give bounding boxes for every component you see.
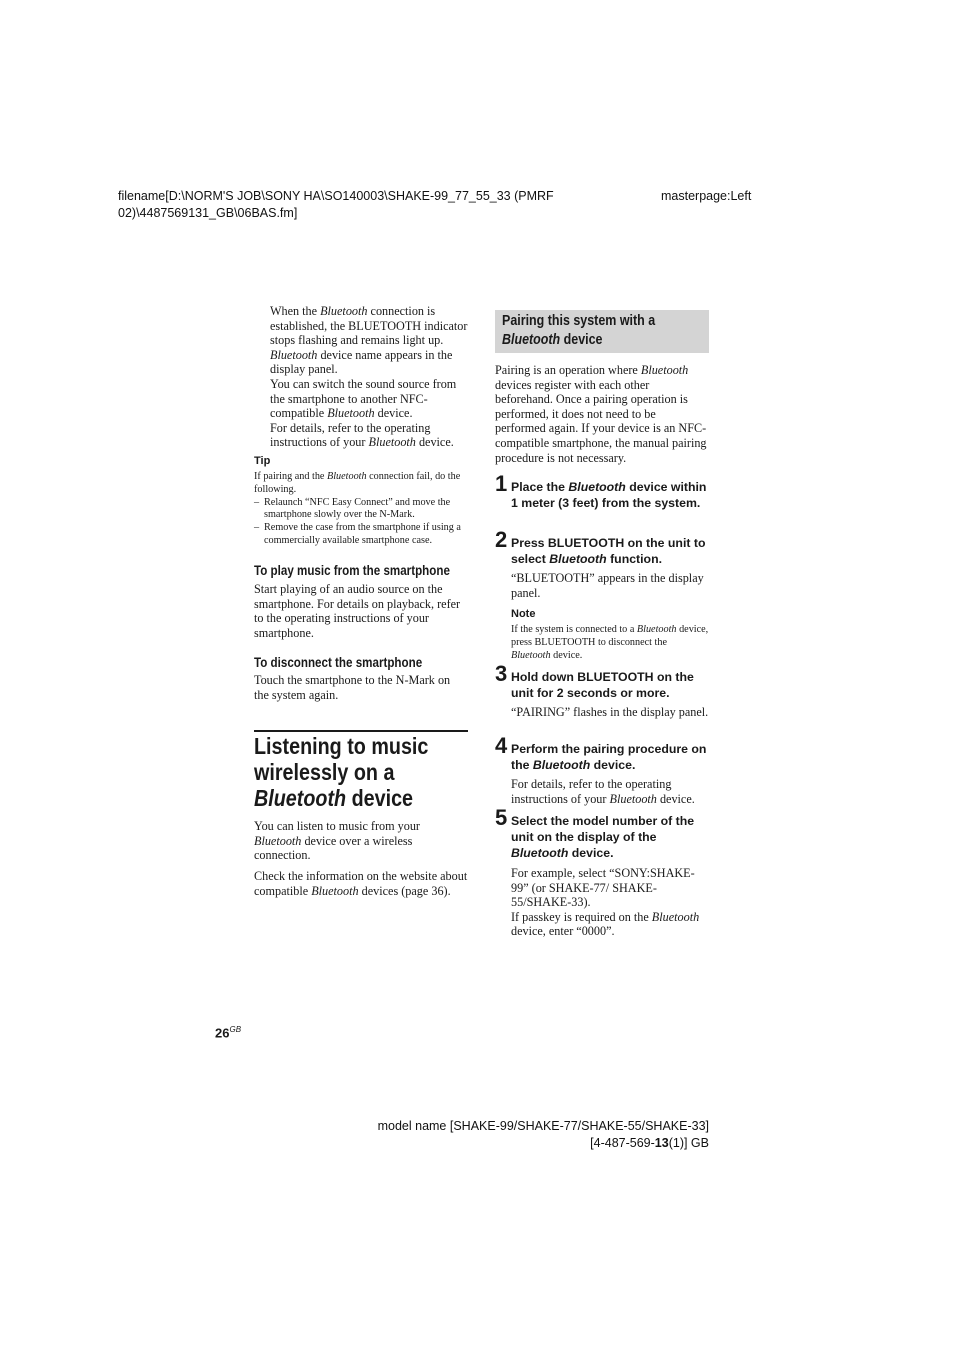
step-number: 5 (495, 805, 508, 830)
section-rule (254, 730, 468, 732)
step-title: Perform the pairing procedure on the Bluetooth device. (511, 742, 707, 772)
intro-block (270, 304, 470, 450)
section-para-2: Check the information on the website about compatible Bluetooth devices (page 36). (254, 869, 468, 898)
step-title: Select the model number of the unit on the display of the Bluetooth device. (511, 814, 695, 860)
pairing-intro: Pairing is an operation where Bluetooth devices register with each other beforehand. Once a pairing operation is performed, it does not need to be performed again. If your device is an NFC-compatible smartphone, the manual pairing procedure is not necessary. (495, 363, 707, 465)
intro-paragraph: When the Bluetooth connection is established, the BLUETOOTH indicator stops flashing and remains light up. Bluetooth device name appears in the display panel. (270, 304, 468, 377)
tip-label: Tip (254, 455, 271, 467)
step-text: For example, select “SONY:SHAKE-99” (or SHAKE-77/ SHAKE-55/SHAKE-33). If passkey is required on the Bluetooth device, enter “0000”. (511, 866, 700, 939)
step-title: Hold down BLUETOOTH on the unit for 2 seconds or more. (511, 670, 694, 700)
step-number: 3 (495, 661, 508, 686)
tip-item: – Remove the case from the smartphone if using a commercially available smartphone case. (254, 522, 461, 546)
play-text: Start playing of an audio source on the smartphone. For details on playback, refer to the operating instructions of your smartphone. (254, 582, 461, 640)
tip-text: If pairing and the Bluetooth connection fail, do the following. (254, 471, 461, 495)
masterpage-label: masterpage:Left (661, 189, 752, 203)
section-para-1: You can listen to music from your Bluetooth device over a wireless connection. (254, 819, 420, 863)
pairing-heading-box (495, 310, 709, 353)
filename-line-2: 02)\4487569131_GB\06BAS.fm] (118, 206, 298, 220)
note-text: If the system is connected to a Bluetooth device, press BLUETOOTH to disconnect the Bluetooth device. (511, 624, 709, 661)
step-text: For details, refer to the operating instructions of your Bluetooth device. (511, 777, 695, 806)
filename-header (118, 188, 658, 222)
filename-line-1: filename[D:\NORM'S JOB\SONY HA\SO140003\SHAKE-99_77_55_33 (PMRF (118, 189, 554, 203)
section-title: Listening to music wirelessly on a Bluetooth device (254, 733, 429, 811)
disconnect-text: Touch the smartphone to the N-Mark on the system again. (254, 673, 451, 702)
step-number: 1 (495, 471, 508, 496)
step-text: “BLUETOOTH” appears in the display panel. (511, 571, 704, 600)
disconnect-heading: To disconnect the smartphone (254, 655, 423, 670)
tip-item: – Relaunch “NFC Easy Connect” and move the smartphone slowly over the N-Mark. (254, 496, 451, 521)
intro-paragraph: For details, refer to the operating instructions of your Bluetooth device. (270, 420, 454, 450)
page-number: $26^{GB}$ (215, 1025, 242, 1041)
note-label: Note (511, 608, 536, 620)
model-name: model name [SHAKE-99/SHAKE-77/SHAKE-55/SHAKE-33] [4-487-569-13(1)] GB (368, 1118, 709, 1152)
step-title: Place the Bluetooth device within 1 meter (3 feet) from the system. (511, 480, 707, 510)
step-number: 2 (495, 527, 508, 552)
part-number: [4-487-569-13(1)] GB (590, 1136, 709, 1150)
tip-block (254, 471, 468, 548)
pairing-heading: Pairing this system with a Bluetooth device (502, 313, 656, 348)
step-title: Press BLUETOOTH on the unit to select Bluetooth function. (511, 536, 706, 566)
play-heading: To play music from the smartphone (254, 563, 450, 578)
step-text: “PAIRING” flashes in the display panel. (511, 705, 709, 719)
step-number: 4 (495, 733, 508, 758)
intro-paragraph: You can switch the sound source from the smartphone to another NFC-compatible Bluetooth device. (270, 376, 457, 421)
